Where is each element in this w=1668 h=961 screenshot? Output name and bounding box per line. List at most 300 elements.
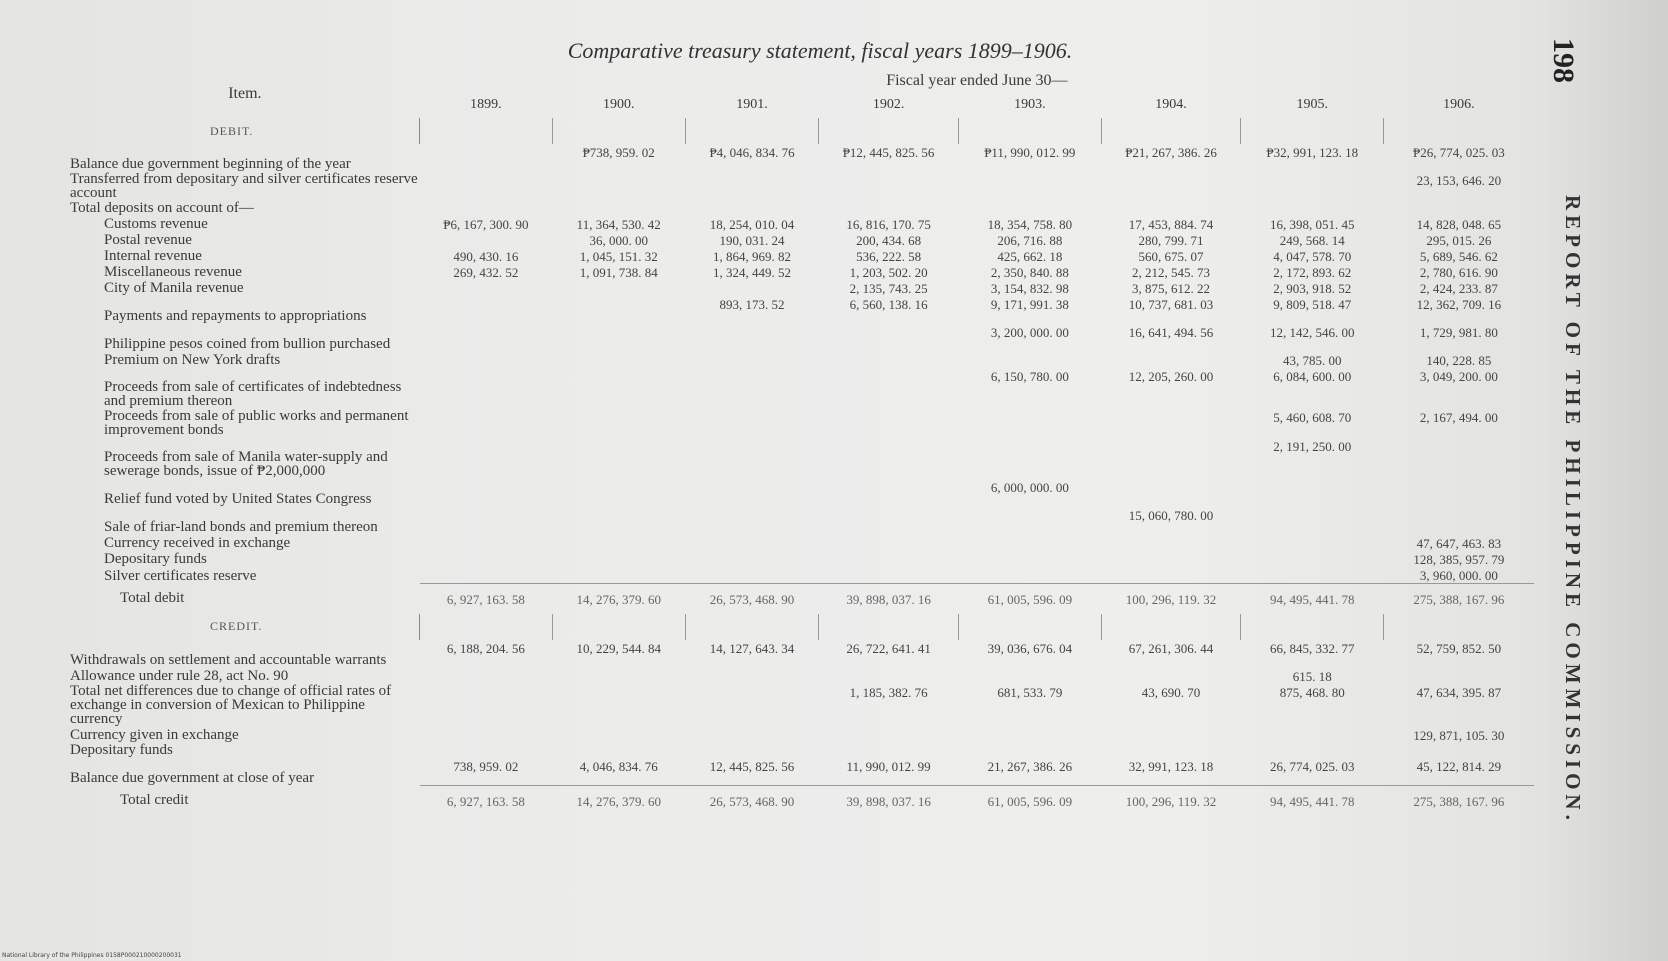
value-cell: 6, 150, 780. 00	[990, 369, 1069, 384]
table-body	[70, 118, 1534, 816]
value-cell	[819, 727, 959, 743]
debit-item-label: Premium on New York drafts	[104, 352, 281, 368]
value-cell	[958, 551, 1101, 567]
value-cell	[1101, 352, 1241, 368]
value-cell	[420, 409, 552, 438]
total-debit-value: 94, 495, 441. 78	[1241, 584, 1384, 614]
value-cell	[685, 368, 818, 409]
table-row	[70, 144, 1534, 172]
value-cell	[420, 567, 552, 584]
value-cell	[1101, 727, 1241, 743]
value-cell: 2, 350, 840. 88	[990, 265, 1069, 280]
value-cell	[1241, 535, 1384, 551]
value-cell	[685, 280, 818, 296]
value-cell	[819, 368, 959, 409]
debit-item-label: Proceeds from sale of public works and permanent improvement bonds	[104, 409, 409, 438]
value-cell: 26, 722, 641. 41	[846, 640, 931, 656]
year-header-0: 1899.	[470, 97, 502, 112]
value-cell	[819, 409, 959, 438]
value-cell	[819, 507, 959, 535]
total-credit-value: 6, 927, 163. 58	[420, 786, 552, 816]
value-cell: 12, 205, 260. 00	[1128, 369, 1214, 384]
value-cell	[685, 324, 818, 352]
total-credit-value: 61, 005, 596. 09	[958, 786, 1101, 816]
value-cell: 425, 662. 18	[997, 249, 1063, 264]
value-cell: 2, 903, 918. 52	[1273, 281, 1352, 296]
total-credit-value: 100, 296, 119. 32	[1101, 786, 1241, 816]
value-cell	[552, 201, 685, 216]
table-row	[70, 668, 1534, 684]
table-row	[70, 507, 1534, 535]
value-cell	[420, 352, 552, 368]
value-cell: 3, 960, 000. 00	[1419, 568, 1498, 583]
value-cell: 18, 254, 010. 04	[709, 217, 795, 232]
value-cell	[819, 201, 959, 216]
value-cell	[420, 551, 552, 567]
value-cell	[685, 727, 818, 743]
value-cell	[685, 409, 818, 438]
debit-item-label: Balance due government beginning of the year	[70, 156, 351, 172]
value-cell	[420, 368, 552, 409]
value-cell	[552, 352, 685, 368]
value-cell	[420, 507, 552, 535]
value-cell	[1384, 438, 1534, 479]
empty-cell	[685, 614, 818, 640]
table-row	[70, 352, 1534, 368]
value-cell: 12, 362, 709. 16	[1416, 297, 1502, 312]
value-cell	[819, 438, 959, 479]
value-cell: 5, 689, 546. 62	[1419, 249, 1498, 264]
value-cell: 206, 716. 88	[997, 233, 1063, 248]
table-row	[70, 172, 1534, 201]
value-cell: 18, 354, 758. 80	[987, 217, 1073, 232]
total-debit-value: 100, 296, 119. 32	[1101, 584, 1241, 614]
total-credit-value: 14, 276, 379. 60	[552, 786, 685, 816]
value-cell	[420, 201, 552, 216]
value-cell: 2, 135, 743. 25	[849, 281, 928, 296]
value-cell	[685, 507, 818, 535]
value-cell: 47, 634, 395. 87	[1416, 684, 1502, 700]
value-cell: 4, 047, 578. 70	[1273, 249, 1352, 264]
total-credit-row	[70, 786, 1534, 816]
value-cell: 681, 533. 79	[997, 684, 1063, 700]
scan-footer: National Library of the Philippines 0158P000210000200031	[2, 952, 182, 959]
value-cell: 21, 267, 386. 26	[987, 758, 1073, 774]
value-cell	[552, 296, 685, 324]
value-cell	[958, 567, 1101, 584]
total-debit-value: 61, 005, 596. 09	[958, 584, 1101, 614]
value-cell	[420, 727, 552, 743]
debit-item-label: Internal revenue	[104, 248, 202, 264]
value-cell	[1101, 479, 1241, 507]
value-cell: 2, 167, 494. 00	[1419, 410, 1498, 425]
total-credit-value: 26, 573, 468. 90	[685, 786, 818, 816]
debit-item-label: Miscellaneous revenue	[104, 264, 242, 280]
table-row	[70, 743, 1534, 758]
value-cell: 280, 799. 71	[1138, 233, 1204, 248]
value-cell: 6, 084, 600. 00	[1273, 369, 1352, 384]
value-cell	[420, 232, 552, 248]
value-cell: 16, 398, 051. 45	[1270, 217, 1355, 232]
value-cell: 47, 647, 463. 83	[1416, 536, 1502, 551]
value-cell	[1384, 507, 1534, 535]
value-cell: 66, 845, 332. 77	[1270, 640, 1355, 656]
value-cell: 14, 828, 048. 65	[1416, 217, 1502, 232]
debit-item-label: Relief fund voted by United States Congress	[104, 491, 372, 507]
empty-cell	[420, 118, 552, 144]
credit-item-label: Depositary funds	[70, 742, 173, 758]
empty-cell	[420, 614, 552, 640]
value-cell	[685, 535, 818, 551]
value-cell	[1101, 668, 1241, 684]
value-cell	[1101, 743, 1241, 758]
empty-cell	[552, 118, 685, 144]
total-credit-label: Total credit	[120, 792, 189, 808]
value-cell	[958, 507, 1101, 535]
value-cell	[1101, 172, 1241, 201]
credit-item-label: Total net differences due to change of official rates of exchange in conversion of Mexican to Philippine currency	[70, 683, 392, 727]
value-cell	[552, 668, 685, 684]
value-cell	[685, 684, 818, 727]
empty-cell	[1384, 614, 1534, 640]
page-number: 198	[1547, 38, 1580, 83]
value-cell	[1101, 535, 1241, 551]
value-cell	[819, 172, 959, 201]
value-cell	[685, 668, 818, 684]
debit-section-label: DEBIT.	[70, 118, 420, 144]
value-cell	[685, 352, 818, 368]
total-debit-value: 39, 898, 037. 16	[819, 584, 959, 614]
debit-item-label: City of Manila revenue	[104, 280, 244, 296]
table-row	[70, 280, 1534, 296]
value-cell: 26, 774, 025. 03	[1270, 758, 1355, 774]
value-cell	[819, 324, 959, 352]
value-cell	[1101, 438, 1241, 479]
value-cell	[420, 479, 552, 507]
running-head: REPORT OF THE PHILIPPINE COMMISSION.	[1561, 195, 1585, 825]
value-cell: 1, 324, 449. 52	[713, 265, 792, 280]
value-cell: 269, 432. 52	[453, 265, 519, 280]
value-cell	[420, 144, 552, 172]
value-cell: 10, 737, 681. 03	[1128, 297, 1214, 312]
value-cell: 32, 991, 123. 18	[1128, 758, 1214, 774]
value-cell	[552, 280, 685, 296]
value-cell	[1241, 201, 1384, 216]
value-cell: 200, 434. 68	[856, 233, 922, 248]
value-cell: 12, 142, 546. 00	[1270, 325, 1355, 340]
debit-item-label: Sale of friar-land bonds and premium thereon	[104, 519, 378, 535]
value-cell: 2, 780, 616. 90	[1419, 265, 1498, 280]
value-cell: 893, 173. 52	[719, 297, 785, 312]
empty-cell	[552, 614, 685, 640]
value-cell: ₱32, 991, 123. 18	[1266, 145, 1359, 160]
value-cell: 1, 091, 738. 84	[579, 265, 658, 280]
value-cell	[1384, 668, 1534, 684]
value-cell	[420, 668, 552, 684]
empty-cell	[958, 614, 1101, 640]
year-header-1: 1900.	[602, 97, 635, 112]
value-cell: 1, 729, 981. 80	[1419, 325, 1498, 340]
value-cell: 1, 864, 969. 82	[713, 249, 792, 264]
table-row	[70, 758, 1534, 786]
value-cell	[420, 172, 552, 201]
value-cell: 249, 568. 14	[1279, 233, 1345, 248]
value-cell	[1101, 409, 1241, 438]
value-cell: ₱26, 774, 025. 03	[1412, 145, 1505, 160]
value-cell: 3, 049, 200. 00	[1419, 369, 1498, 384]
value-cell	[552, 743, 685, 758]
value-cell	[958, 172, 1101, 201]
value-cell: 190, 031. 24	[719, 233, 785, 248]
value-cell	[420, 280, 552, 296]
value-cell	[958, 668, 1101, 684]
total-credit-value: 275, 388, 167. 96	[1384, 786, 1534, 816]
value-cell: 39, 036, 676. 04	[987, 640, 1073, 656]
value-cell	[552, 551, 685, 567]
value-cell	[420, 324, 552, 352]
table-row	[70, 296, 1534, 324]
debit-item-label: Proceeds from sale of certificates of indebtedness and premium thereon	[104, 379, 402, 409]
table-row	[70, 248, 1534, 264]
value-cell: ₱6, 167, 300. 90	[443, 217, 529, 232]
value-cell: 52, 759, 852. 50	[1416, 640, 1502, 656]
empty-cell	[1241, 614, 1384, 640]
value-cell	[1241, 727, 1384, 743]
treasury-statement-table	[70, 70, 1534, 816]
value-cell: 16, 816, 170. 75	[846, 217, 931, 232]
debit-item-label: Depositary funds	[104, 551, 207, 567]
value-cell	[420, 535, 552, 551]
empty-cell	[819, 614, 959, 640]
value-cell	[552, 567, 685, 584]
value-cell: 11, 990, 012. 99	[846, 758, 931, 774]
value-cell: 43, 690. 70	[1141, 684, 1201, 700]
value-cell	[552, 172, 685, 201]
value-cell	[1241, 567, 1384, 584]
value-cell	[685, 567, 818, 584]
value-cell: 140, 228. 85	[1426, 353, 1492, 368]
value-cell	[1241, 507, 1384, 535]
value-cell	[552, 535, 685, 551]
table-row	[70, 727, 1534, 743]
value-cell	[958, 201, 1101, 216]
total-credit-value: 39, 898, 037. 16	[819, 786, 959, 816]
value-cell: 1, 045, 151. 32	[579, 249, 658, 264]
total-debit-value: 6, 927, 163. 58	[420, 584, 552, 614]
value-cell	[420, 438, 552, 479]
value-cell: ₱738, 959. 02	[582, 145, 655, 160]
value-cell: 128, 385, 957. 79	[1413, 552, 1505, 567]
value-cell	[819, 535, 959, 551]
value-cell: 12, 445, 825. 56	[709, 758, 795, 774]
value-cell	[685, 479, 818, 507]
value-cell: 1, 185, 382. 76	[849, 684, 928, 700]
debit-item-label: Payments and repayments to appropriations	[104, 308, 367, 324]
table-row	[70, 216, 1534, 232]
credit-section-row	[70, 614, 1534, 640]
value-cell: 560, 675. 07	[1138, 249, 1204, 264]
table-row	[70, 264, 1534, 280]
table-row	[70, 535, 1534, 551]
table-row	[70, 324, 1534, 352]
value-cell: 536, 222. 58	[856, 249, 922, 264]
value-cell	[819, 479, 959, 507]
value-cell	[685, 201, 818, 216]
table-row	[70, 551, 1534, 567]
empty-cell	[1384, 118, 1534, 144]
value-cell: 875, 468. 80	[1279, 684, 1345, 700]
value-cell	[552, 479, 685, 507]
value-cell: ₱4, 046, 834. 76	[709, 145, 795, 160]
table-row	[70, 438, 1534, 479]
value-cell: 295, 015. 26	[1426, 233, 1492, 248]
value-cell	[1101, 551, 1241, 567]
total-debit-value: 275, 388, 167. 96	[1384, 584, 1534, 614]
empty-cell	[958, 118, 1101, 144]
value-cell: 14, 127, 643. 34	[709, 640, 795, 656]
value-cell: 2, 191, 250. 00	[1273, 439, 1352, 454]
total-debit-value: 14, 276, 379. 60	[552, 584, 685, 614]
value-cell: 36, 000. 00	[589, 233, 648, 248]
table-row	[70, 479, 1534, 507]
total-debit-label: Total debit	[120, 590, 185, 606]
value-cell: 490, 430. 16	[453, 249, 519, 264]
table-row	[70, 368, 1534, 409]
value-cell	[958, 727, 1101, 743]
year-header-5: 1904.	[1155, 97, 1187, 112]
empty-cell	[1101, 118, 1241, 144]
credit-item-label: Allowance under rule 28, act No. 90	[70, 667, 289, 684]
credit-item-label: Withdrawals on settlement and accountable warrants	[70, 651, 387, 668]
value-cell: 15, 060, 780. 00	[1128, 508, 1214, 523]
value-cell: 615. 18	[1292, 668, 1332, 684]
value-cell: 4, 046, 834. 76	[579, 758, 658, 774]
table-row	[70, 232, 1534, 248]
value-cell: 9, 171, 991. 38	[990, 297, 1069, 312]
value-cell	[685, 172, 818, 201]
value-cell	[685, 551, 818, 567]
value-cell	[819, 352, 959, 368]
value-cell	[819, 551, 959, 567]
value-cell	[1384, 201, 1534, 216]
value-cell	[685, 438, 818, 479]
debit-item-label: Customs revenue	[104, 216, 208, 232]
debit-item-label: Silver certificates reserve	[104, 567, 257, 584]
value-cell: 5, 460, 608. 70	[1273, 410, 1352, 425]
total-debit-row	[70, 584, 1534, 614]
value-cell	[1241, 551, 1384, 567]
value-cell: 129, 871, 105. 30	[1413, 727, 1505, 743]
value-cell	[552, 368, 685, 409]
total-credit-value: 94, 495, 441. 78	[1241, 786, 1384, 816]
value-cell: 23, 153, 646. 20	[1416, 173, 1502, 188]
value-cell: 6, 000, 000. 00	[990, 480, 1069, 495]
debit-item-label: Postal revenue	[104, 232, 192, 248]
total-debit-value: 26, 573, 468. 90	[685, 584, 818, 614]
value-cell	[420, 684, 552, 727]
value-cell: 67, 261, 306. 44	[1128, 640, 1214, 656]
value-cell	[819, 743, 959, 758]
value-cell	[958, 743, 1101, 758]
value-cell: 6, 188, 204. 56	[446, 640, 525, 656]
value-cell	[1384, 479, 1534, 507]
item-header: Item.	[228, 85, 262, 102]
year-header-4: 1903.	[1014, 97, 1046, 112]
value-cell	[958, 438, 1101, 479]
value-cell: 11, 364, 530. 42	[576, 217, 661, 232]
value-cell: 45, 122, 814. 29	[1416, 758, 1502, 774]
value-cell	[958, 535, 1101, 551]
value-cell	[819, 668, 959, 684]
credit-section-label: CREDIT.	[70, 614, 420, 640]
value-cell	[552, 727, 685, 743]
empty-cell	[1241, 118, 1384, 144]
year-header-6: 1905.	[1296, 97, 1329, 112]
value-cell: 9, 809, 518. 47	[1273, 297, 1352, 312]
value-cell	[552, 324, 685, 352]
value-cell	[1101, 201, 1241, 216]
table-row	[70, 567, 1534, 584]
value-cell: 2, 172, 893. 62	[1273, 265, 1352, 280]
value-cell: ₱21, 267, 386. 26	[1125, 145, 1217, 160]
credit-item-label: Currency given in exchange	[70, 726, 239, 743]
value-cell	[552, 438, 685, 479]
value-cell	[1241, 479, 1384, 507]
value-cell: 738, 959. 02	[453, 758, 519, 774]
value-cell	[420, 743, 552, 758]
value-cell	[819, 567, 959, 584]
debit-item-label: Proceeds from sale of Manila water-supply and sewerage bonds, issue of ₱2,000,000	[104, 449, 388, 479]
table-row	[70, 409, 1534, 438]
debit-item-label: Total deposits on account of—	[70, 201, 254, 216]
value-cell: 3, 200, 000. 00	[990, 325, 1069, 340]
value-cell: 17, 453, 884. 74	[1128, 217, 1214, 232]
year-header-7: 1906.	[1443, 97, 1475, 112]
value-cell	[1241, 743, 1384, 758]
debit-item-label: Transferred from depositary and silver certificates reserve account	[70, 172, 418, 201]
value-cell: 1, 203, 502. 20	[849, 265, 928, 280]
value-cell	[958, 409, 1101, 438]
empty-cell	[685, 118, 818, 144]
value-cell	[685, 743, 818, 758]
fiscal-year-header: Fiscal year ended June 30—	[886, 72, 1068, 89]
value-cell	[552, 409, 685, 438]
credit-item-label: Balance due government at close of year	[70, 769, 315, 786]
value-cell	[1384, 743, 1534, 758]
year-header-3: 1902.	[872, 97, 905, 112]
value-cell	[1241, 172, 1384, 201]
value-cell	[1101, 567, 1241, 584]
year-header-2: 1901.	[736, 97, 768, 112]
value-cell: 3, 154, 832. 98	[990, 281, 1069, 296]
table-row	[70, 684, 1534, 727]
value-cell: 2, 212, 545. 73	[1132, 265, 1211, 280]
table-row	[70, 201, 1534, 216]
value-cell	[552, 507, 685, 535]
value-cell: ₱12, 445, 825. 56	[842, 145, 935, 160]
debit-item-label: Philippine pesos coined from bullion purchased	[104, 336, 391, 352]
value-cell: 2, 424, 233. 87	[1419, 281, 1498, 296]
value-cell: 43, 785. 00	[1283, 353, 1342, 368]
value-cell: ₱11, 990, 012. 99	[984, 145, 1076, 160]
table-row	[70, 640, 1534, 668]
value-cell: 3, 875, 612. 22	[1132, 281, 1211, 296]
value-cell	[552, 684, 685, 727]
debit-item-label: Currency received in exchange	[104, 535, 291, 551]
empty-cell	[1101, 614, 1241, 640]
table-title: Comparative treasury statement, fiscal years 1899–1906.	[567, 38, 1073, 63]
empty-cell	[819, 118, 959, 144]
